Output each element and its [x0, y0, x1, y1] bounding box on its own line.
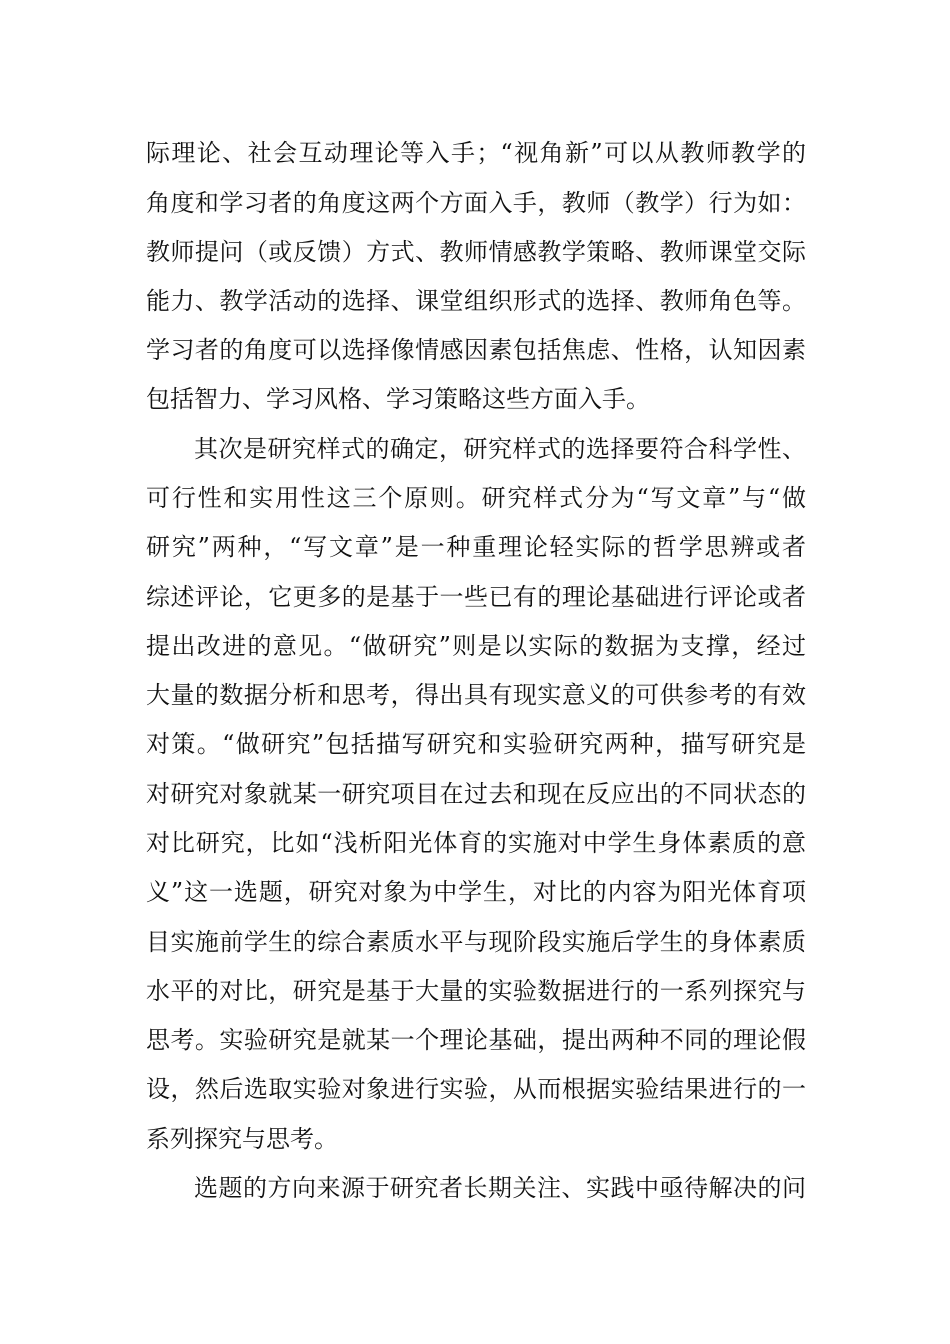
text-line: 包括智力、学习风格、学习策略这些方面入手。	[146, 385, 650, 413]
text-line: 学习者的角度可以选择像情感因素包括焦虑、性格，认知因素	[146, 336, 806, 364]
text-line: 对比研究，比如“浅析阳光体育的实施对中学生身体素质的意	[146, 829, 806, 857]
text-line: 思考。实验研究是就某一个理论基础，提出两种不同的理论假	[146, 1026, 806, 1054]
text-line: 角度和学习者的角度这两个方面入手，教师（教学）行为如：	[146, 189, 806, 217]
text-line: 大量的数据分析和思考，得出具有现实意义的可供参考的有效	[146, 681, 806, 709]
text-line: 教师提问（或反馈）方式、教师情感教学策略、教师课堂交际	[146, 238, 806, 266]
text-line: 提出改进的意见。“做研究”则是以实际的数据为支撑，经过	[146, 632, 806, 660]
paragraph-first-line: 选题的方向来源于研究者长期关注、实践中亟待解决的问	[194, 1174, 806, 1202]
text-line: 系列探究与思考。	[146, 1125, 338, 1153]
text-line: 研究”两种，“写文章”是一种重理论轻实际的哲学思辨或者	[146, 533, 806, 561]
text-line: 对研究对象就某一研究项目在过去和现在反应出的不同状态的	[146, 780, 806, 808]
text-line: 综述评论，它更多的是基于一些已有的理论基础进行评论或者	[146, 583, 806, 611]
text-line: 可行性和实用性这三个原则。研究样式分为“写文章”与“做	[146, 484, 806, 512]
text-line: 际理论、社会互动理论等入手；“视角新”可以从教师教学的	[146, 139, 806, 167]
text-line: 义”这一选题，研究对象为中学生，对比的内容为阳光体育项	[146, 878, 806, 906]
text-line: 能力、教学活动的选择、课堂组织形式的选择、教师角色等。	[146, 287, 806, 315]
text-line: 设，然后选取实验对象进行实验，从而根据实验结果进行的一	[146, 1075, 806, 1103]
text-line: 对策。“做研究”包括描写研究和实验研究两种，描写研究是	[146, 730, 806, 758]
text-line: 水平的对比，研究是基于大量的实验数据进行的一系列探究与	[146, 977, 806, 1005]
paragraph-first-line: 其次是研究样式的确定，研究样式的选择要符合科学性、	[194, 435, 806, 463]
text-line: 目实施前学生的综合素质水平与现阶段实施后学生的身体素质	[146, 928, 806, 956]
